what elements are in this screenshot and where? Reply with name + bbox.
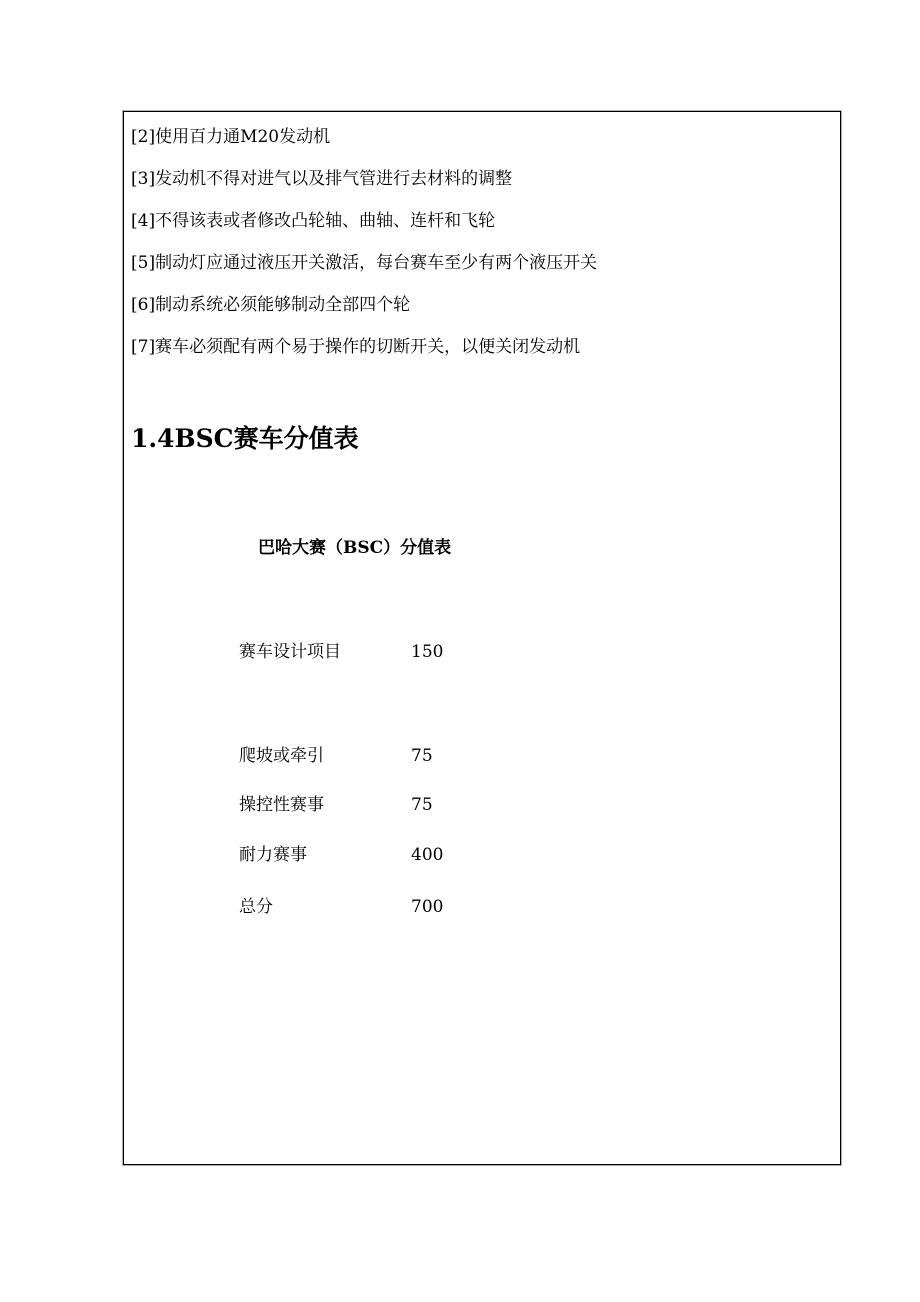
- rule-item: [4]不得该表或者修改凸轮轴、曲轴、连杆和飞轮: [131, 211, 496, 231]
- score-table-title: 巴哈大赛（BSC）分值表: [258, 538, 452, 558]
- score-total-points: 700: [411, 897, 444, 917]
- score-item-label: 耐力赛事: [239, 845, 307, 865]
- score-item-points: 150: [411, 642, 444, 662]
- score-item-label: 操控性赛事: [239, 795, 324, 815]
- section-title: 1.4BSC赛车分值表: [131, 424, 359, 453]
- rule-item: [7]赛车必须配有两个易于操作的切断开关，以便关闭发动机: [131, 337, 581, 357]
- rule-item: [5]制动灯应通过液压开关激活，每台赛车至少有两个液压开关: [131, 253, 598, 273]
- score-item-label: 爬坡或牵引: [239, 746, 324, 766]
- rule-item: [3]发动机不得对进气以及排气管进行去材料的调整: [131, 169, 513, 189]
- score-item-points: 75: [411, 746, 433, 766]
- score-total-label: 总分: [239, 897, 273, 917]
- score-item-points: 75: [411, 795, 433, 815]
- rule-item: [2]使用百力通M20发动机: [131, 127, 331, 147]
- rule-item: [6]制动系统必须能够制动全部四个轮: [131, 295, 411, 315]
- score-item-label: 赛车设计项目: [239, 642, 341, 662]
- score-item-points: 400: [411, 845, 444, 865]
